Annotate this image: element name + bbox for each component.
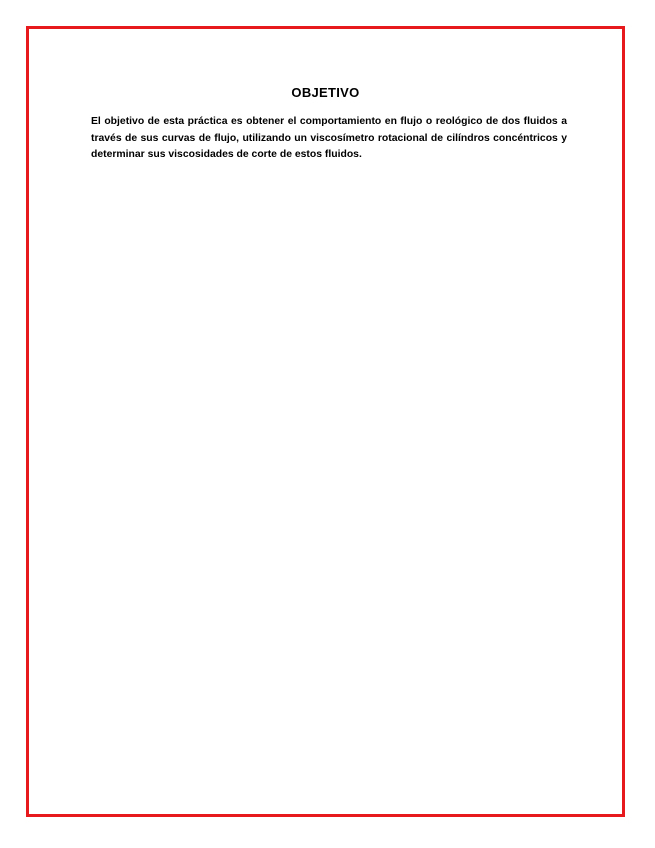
objective-paragraph: El objetivo de esta práctica es obtener el comportamiento en flujo o reológico de dos fluidos a través de sus curvas de flujo, utilizando un viscosímetro rotacional de cilíndros concéntricos y determinar sus viscosidades de corte de estos fluidos. xyxy=(91,116,567,160)
page-border-frame xyxy=(26,26,625,817)
section-title: OBJETIVO xyxy=(291,85,360,100)
